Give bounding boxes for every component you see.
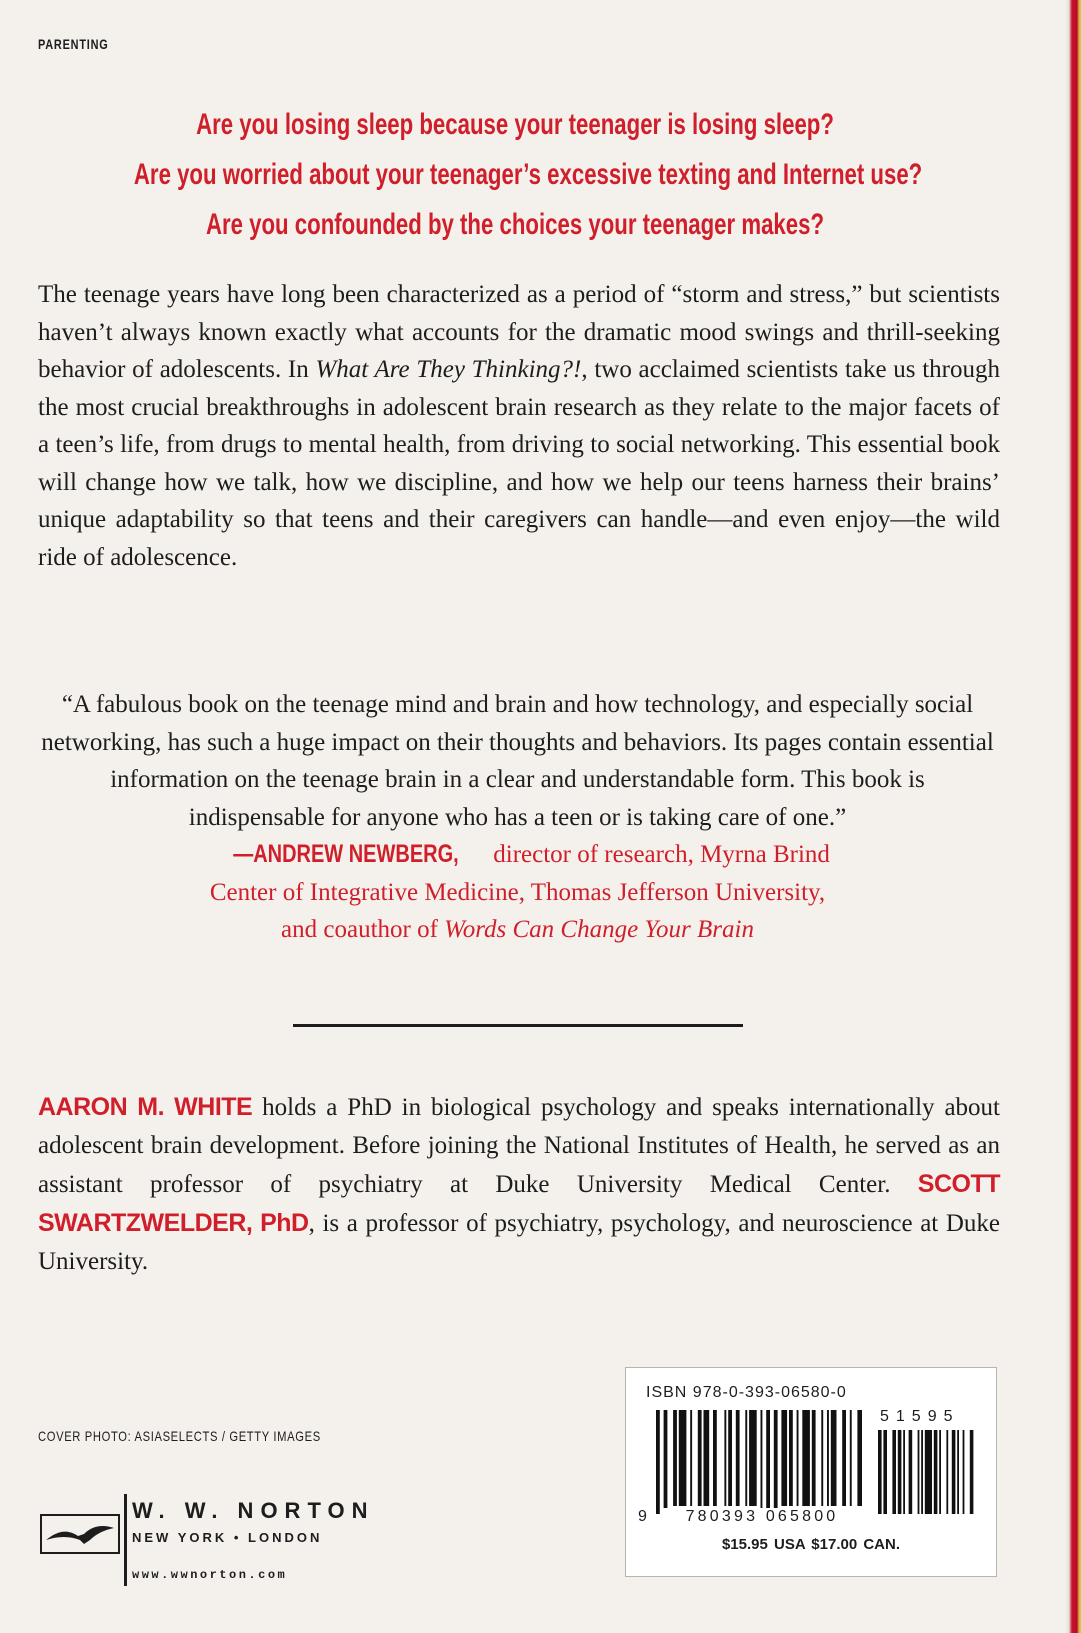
barcode-label — [625, 1367, 997, 1577]
author-2-name: SCOTT SWARTZWELDER, PhD — [38, 1170, 1000, 1237]
quote-role-3: and coauthor of — [281, 916, 445, 943]
bio-text-1: holds a PhD in biological psychology and speaks internationally about adolescent brain development. Before joining the National Institutes of Health, he served as an assistant professor of psychiatry at Duke University Medical Center. — [38, 1094, 1001, 1198]
isbn-text: ISBN 978-0-393-06580-0 — [646, 1384, 847, 1401]
barcode-lead-digit: 9 — [638, 1508, 647, 1525]
blurb-quote — [40, 686, 995, 949]
barcode-digits: 780393 065800 — [662, 1508, 862, 1528]
quote-role-2: Center of Integrative Medicine, Thomas Jefferson University, — [209, 878, 826, 906]
cover-photo-credit: COVER PHOTO: ASIASELECTS / GETTY IMAGES — [38, 1428, 321, 1444]
publisher-name: W. W. NORTON — [132, 1498, 375, 1523]
category-label: PARENTING — [38, 36, 109, 52]
publisher-url: www.wwnorton.com — [132, 1568, 288, 1582]
quote-role-3-line — [40, 911, 995, 949]
author-bio — [38, 1088, 1000, 1281]
quote-author: —ANDREW NEWBERG, — [233, 840, 459, 868]
description-text-1: The teenage years have long been characterized as a period of “storm and stress,” but scientists haven’t always known exactly what accounts for the dramatic mood swings and thrill-seeking behavior of adolescents. In — [38, 281, 1000, 383]
seagull-logo-icon — [40, 1514, 120, 1554]
price-text: $15.95 USA $17.00 CAN. — [721, 1536, 901, 1553]
headline-questions — [0, 100, 1030, 250]
book-description — [38, 276, 1000, 576]
addon-price-code: 51595 — [880, 1408, 960, 1425]
addon-barcode-icon — [878, 1430, 978, 1516]
quote-book-title: Words Can Change Your Brain — [444, 916, 754, 943]
question-2: Are you worried about your teenager’s excessive texting and Internet use? — [133, 158, 923, 191]
spine-edge — [1065, 0, 1081, 1633]
quote-attribution — [40, 836, 995, 874]
question-3: Are you confounded by the choices your teenager makes? — [205, 208, 825, 241]
author-1-name: AARON M. WHITE — [38, 1093, 253, 1121]
bio-text-2: , is a professor of psychiatry, psychology, and neuroscience at Duke University. — [38, 1210, 1000, 1275]
ean-barcode-icon — [656, 1410, 862, 1516]
publisher-divider — [124, 1494, 127, 1586]
section-divider — [293, 1024, 743, 1027]
book-title: What Are They Thinking?! — [315, 356, 582, 383]
publisher-block — [40, 1494, 375, 1594]
description-text-2: , two acclaimed scientists take us through the most crucial breakthroughs in adolescent brain research as they relate to the major facets of a teen’s life, from drugs to mental health, from driving to social networking. This essential book will change how we talk, how we discipline, and how we help our teens harness their brains’ unique adaptability so that teens and their caregivers can handle—and even enjoy—the wild ride of adolescence. — [38, 356, 1000, 571]
quote-text: “A fabulous book on the teenage mind and brain and how technology, and especially social networking, has such a huge impact on their thoughts and behaviors. Its pages contain essential information on the teenage brain in a clear and understandable form. This book is indispensable for anyone who has a teen or is taking care of one.” — [41, 691, 994, 831]
question-1: Are you losing sleep because your teenager is losing sleep? — [196, 108, 834, 141]
quote-role-1: director of research, Myrna Brind — [487, 841, 830, 868]
publisher-cities: NEW YORK • LONDON — [132, 1530, 323, 1545]
